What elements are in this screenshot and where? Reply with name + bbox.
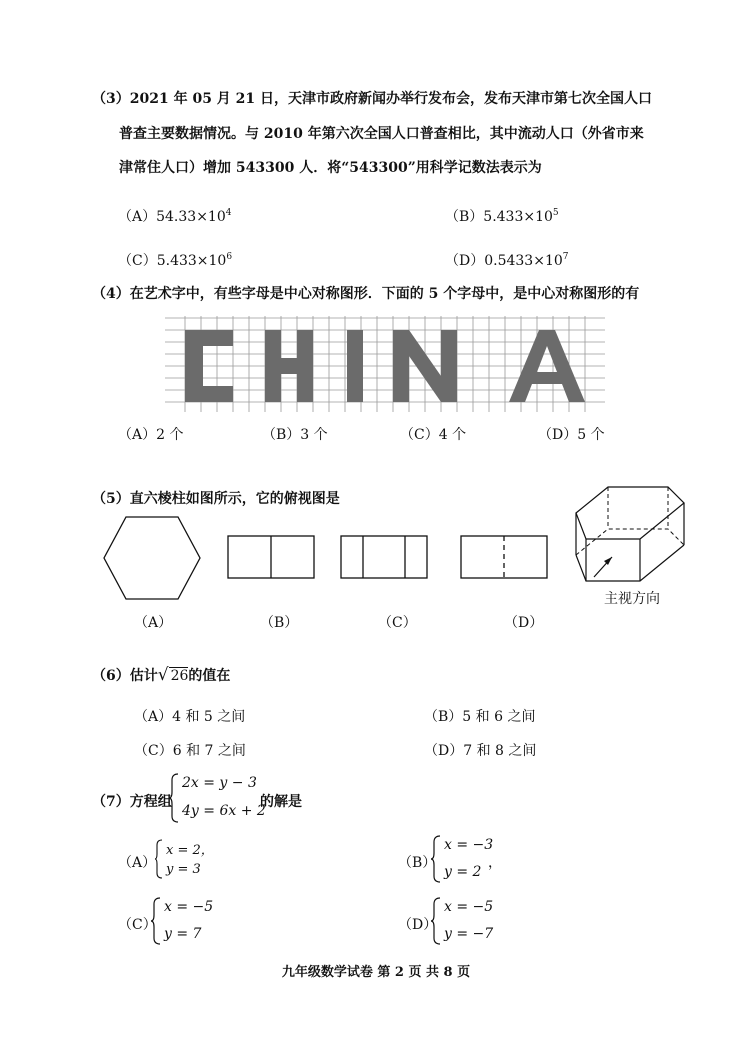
q4-option-a[interactable]: （A）2 个 <box>118 427 184 443</box>
q6-option-c[interactable]: （C）6 和 7 之间 <box>134 743 246 759</box>
q7-b-tail: ， <box>488 855 502 871</box>
china-letters-figure <box>165 316 605 412</box>
q5-option-c[interactable]: （C） <box>378 615 417 631</box>
q6-option-a[interactable]: （A）4 和 5 之间 <box>134 709 246 725</box>
hexagonal-prism-figure <box>572 485 692 603</box>
q7-eq1: 2x = y − 3 <box>182 775 257 791</box>
q7-option-a-label[interactable]: （A） <box>118 855 157 871</box>
q6-suffix: 的值在 <box>188 668 231 684</box>
q3-option-d[interactable] <box>445 250 569 270</box>
q7-d-brace <box>430 896 442 946</box>
q3-option-d-text: （D）0.5433×10 <box>445 253 563 269</box>
q4-stem: （4）在艺术字中，有些字母是中心对称图形．下面的 5 个字母中，是中心对称图形的有 <box>92 286 640 302</box>
q6-prefix: （6）估计 <box>92 668 158 684</box>
hexagon-option-figure <box>100 515 204 601</box>
q7-c-x: x = −5 <box>164 899 214 915</box>
rect-three-part-figure <box>340 535 430 581</box>
q3-option-a[interactable] <box>118 206 231 226</box>
q4-option-d[interactable]: （D）5 个 <box>538 427 605 443</box>
q7-b-brace <box>430 834 442 884</box>
page-footer: 九年级数学试卷 第 2 页 共 8 页 <box>281 965 471 980</box>
q6-radicand: 26 <box>170 668 189 684</box>
q4-option-c[interactable]: （C）4 个 <box>400 427 467 443</box>
q5-option-d[interactable]: （D） <box>504 615 544 631</box>
q3-option-a-text: （A）54.33×10 <box>118 209 226 225</box>
rect-two-part-figure <box>227 535 317 581</box>
q5-option-a[interactable]: （A） <box>134 615 173 631</box>
q6-option-d[interactable]: （D）7 和 8 之间 <box>424 743 537 759</box>
q7-option-b-label[interactable]: （B） <box>398 855 437 871</box>
q3-option-c-text: （C）5.433×10 <box>118 253 227 269</box>
q7-prefix: （7）方程组 <box>92 794 172 810</box>
q3-line1: （3）2021 年 05 月 21 日，天津市政府新闻办举行发布会，发布天津市第七次全国人口 <box>92 91 653 107</box>
rect-dashed-figure <box>460 535 550 581</box>
q3-line3: 津常住人口）增加 543300 人．将“543300”用科学记数法表示为 <box>119 160 542 176</box>
q3-line2: 普查主要数据情况。与 2010 年第六次全国人口普查相比，其中流动人口（外省市来 <box>119 126 644 142</box>
q3-option-d-exp: 7 <box>562 252 569 262</box>
q7-option-c-label[interactable]: （C） <box>118 917 157 933</box>
q7-d-y: y = −7 <box>444 926 494 942</box>
q7-eq2: 4y = 6x + 2 <box>182 803 266 819</box>
q7-b-y: y = 2 <box>444 864 482 880</box>
q3-option-b-text: （B）5.433×10 <box>445 209 553 225</box>
q3-option-a-exp: 4 <box>225 208 232 218</box>
sqrt-symbol: √ <box>157 665 169 685</box>
q7-d-x: x = −5 <box>444 899 494 915</box>
q6-option-b[interactable]: （B）5 和 6 之间 <box>424 709 536 725</box>
letter-h-shape <box>265 330 313 402</box>
letter-i-shape <box>347 330 363 402</box>
q7-c-y: y = 7 <box>164 926 202 942</box>
q7-a-y: y = 3 <box>166 862 201 877</box>
q3-option-c-exp: 6 <box>226 252 233 262</box>
q7-c-brace <box>150 896 162 946</box>
q7-system-brace <box>168 772 180 824</box>
q6-stem <box>92 666 230 685</box>
q7-suffix: 的解是 <box>260 794 302 810</box>
q7-a-x: x = 2， <box>166 843 214 858</box>
q5-option-b[interactable]: （B） <box>260 615 299 631</box>
view-direction-label: 主视方向 <box>604 591 660 607</box>
q3-option-c[interactable] <box>118 250 232 270</box>
q7-option-d-label[interactable]: （D） <box>398 917 438 933</box>
q4-option-b[interactable]: （B）3 个 <box>262 427 328 443</box>
q5-stem: （5）直六棱柱如图所示，它的俯视图是 <box>92 491 340 507</box>
q3-option-b-exp: 5 <box>552 208 559 218</box>
q3-option-b[interactable] <box>445 206 559 226</box>
q7-a-brace <box>154 838 164 880</box>
q7-b-x: x = −3 <box>444 837 494 853</box>
